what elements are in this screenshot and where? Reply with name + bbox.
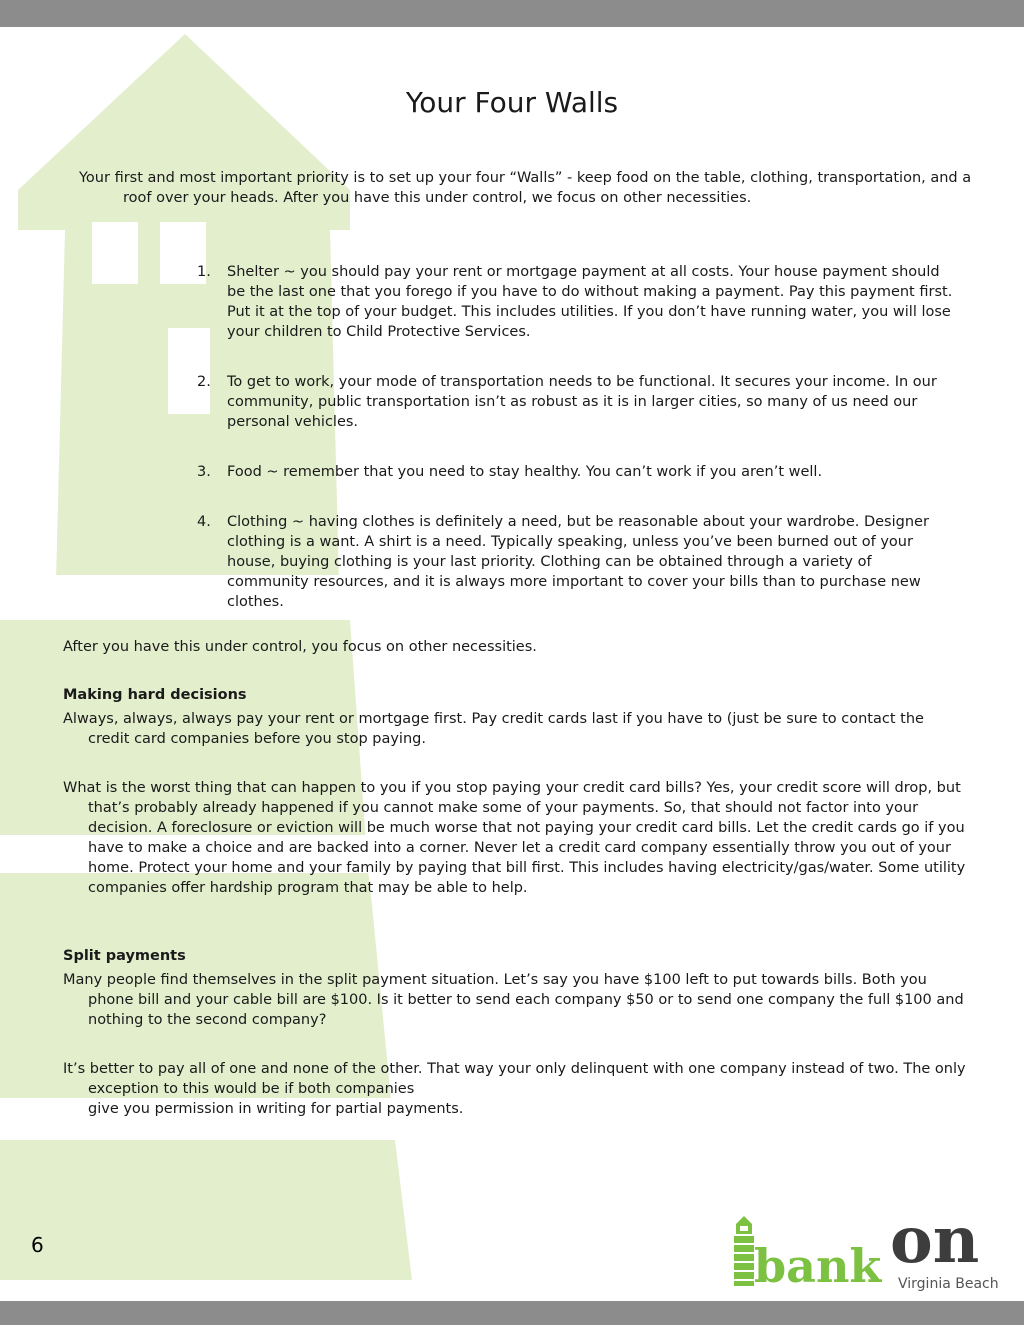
- list-item-text: To get to work, your mode of transportation needs to be functional. It secures your income. In our community, public transportation isn’t as robust as it is in larger cities, so many of us need our personal vehicles.: [227, 374, 937, 430]
- list-item-text: Clothing ~ having clothes is definitely a need, but be reasonable about your wardrobe. Designer clothing is a want. A shirt is a need. Typically speaking, unless you’ve been burned out of your house, buying clothing is your last priority. Clothing can be obtained through a variety of community resources, and it is always more important to cover your bills than to purchase new clothes.: [227, 514, 929, 610]
- split-payments-paragraph-2: [63, 1059, 968, 1119]
- list-item-number: 2.: [197, 374, 211, 390]
- bottom-bar: [0, 1301, 1024, 1325]
- list-item-text: Shelter ~ you should pay your rent or mortgage payment at all costs. Your house payment should be the last one that you forego if you have to do without making a payment. Pay this payment first. Put it at the top of your budget. This includes utilities. If you don’t have running water, you will lose your children to Child Protective Services.: [227, 264, 953, 340]
- list-item-number: 4.: [197, 514, 211, 530]
- page-title: Your Four Walls: [405, 86, 619, 119]
- hard-decisions-paragraph-1: Always, always, always pay your rent or mortgage first. Pay credit cards last if you have to (just be sure to contact the credit card companies before you stop paying.: [63, 711, 924, 747]
- svg-text:Virginia Beach: Virginia Beach: [898, 1276, 999, 1292]
- lighthouse-icon: [734, 1216, 754, 1286]
- after-paragraph: After you have this under control, you focus on other necessities.: [63, 639, 537, 655]
- hard-decisions-paragraph-2: What is the worst thing that can happen to you if you stop paying your credit card bills? Yes, your credit score will drop, but that’s probably already happened if you cannot make some of your payments. So, that should not factor into your decision. A foreclosure or eviction will be much worse that not paying your credit card bills. Let the credit cards go if you have to make a choice and are backed into a corner. Never let a credit card company essentially throw you out of your home. Protect your home and your family by paying that bill first. This includes having electricity/gas/water. Some utility companies offer hardship program that may be able to help.: [63, 780, 966, 896]
- page-number: 6: [31, 1233, 44, 1257]
- intro-paragraph: Your first and most important priority is to set up your four “Walls” - keep food on the table, clothing, transportation, and a roof over your heads. After you have this under control, we focus on other necessities.: [79, 170, 972, 206]
- svg-text:bank: bank: [754, 1239, 882, 1292]
- list-item-number: 3.: [197, 464, 211, 480]
- list-item-text: Food ~ remember that you need to stay healthy. You can’t work if you aren’t well.: [227, 464, 823, 480]
- bankon-logo: [730, 1212, 1015, 1292]
- hard-decisions-heading: Making hard decisions: [63, 687, 247, 703]
- split-payments-paragraph-2-line-1: It’s better to pay all of one and none of the other. That way your only delinquent with one company instead of two. The only exception to this would be if both companies: [63, 1061, 966, 1097]
- split-payments-heading: Split payments: [63, 948, 186, 964]
- svg-text:on: on: [890, 1212, 980, 1278]
- split-payments-paragraph-2-line-2: give you permission in writing for partial payments.: [88, 1101, 464, 1117]
- list-item-number: 1.: [197, 264, 211, 280]
- split-payments-paragraph-1: Many people find themselves in the split payment situation. Let’s say you have $100 left to put towards bills. Both you phone bill and your cable bill are $100. Is it better to send each company $50 or to send one company the full $100 and nothing to the second company?: [63, 972, 964, 1028]
